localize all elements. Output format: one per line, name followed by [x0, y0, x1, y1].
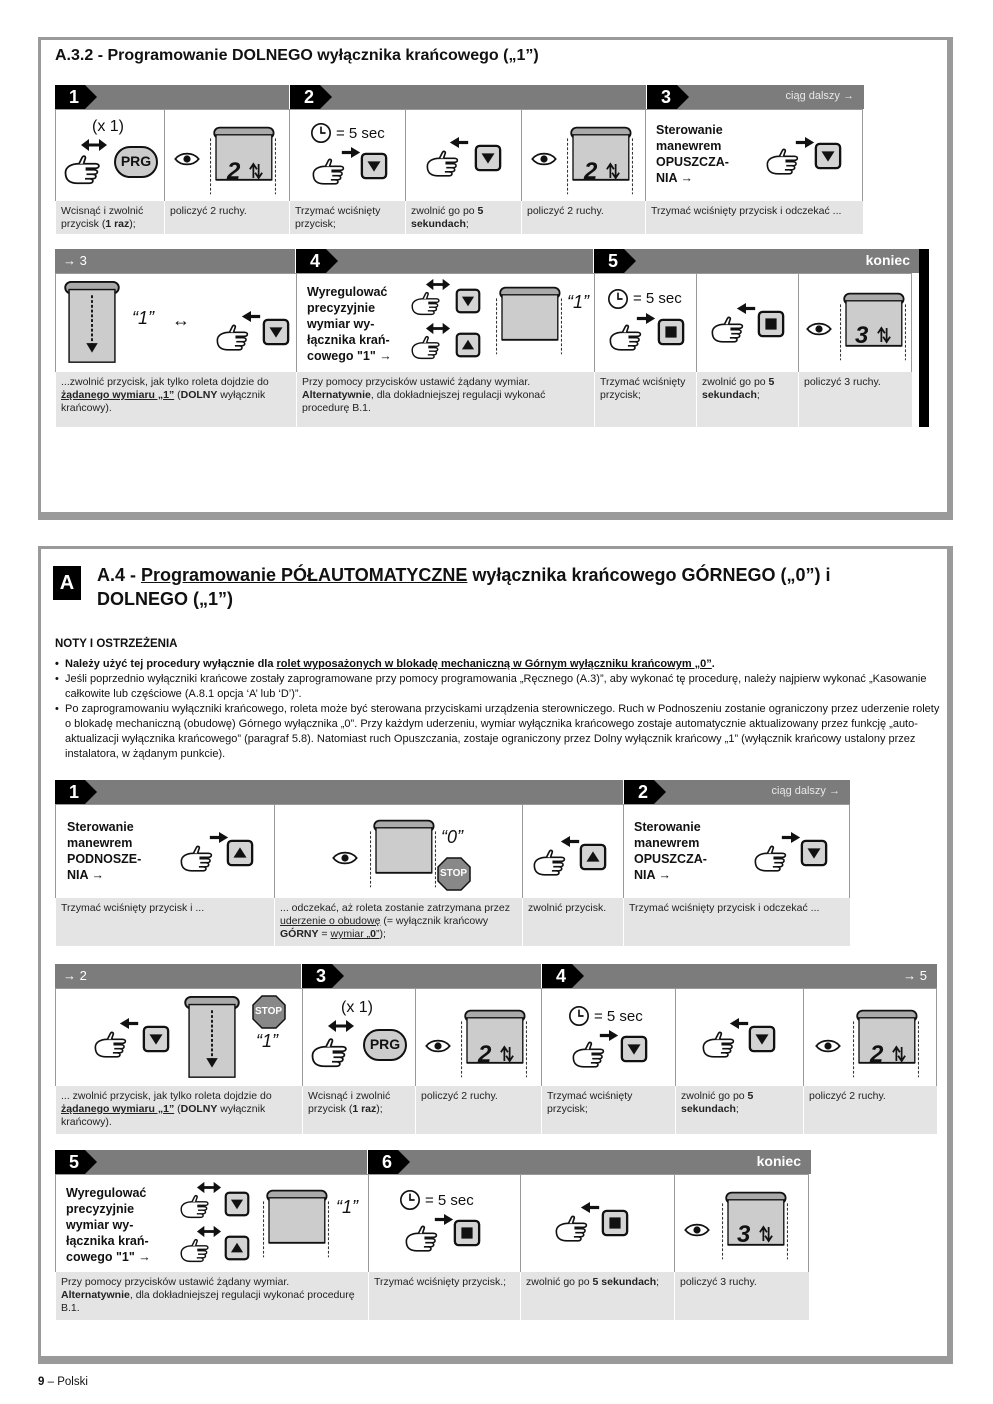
- a4-cell-release-up: [522, 804, 623, 898]
- a4-row1-captions: [55, 898, 850, 946]
- step-number: 3: [647, 85, 677, 109]
- a4-cell-stop-wait: [274, 804, 522, 898]
- hand-icon: [411, 288, 459, 318]
- step-number: 1: [55, 85, 85, 109]
- eye-icon: [331, 849, 359, 867]
- hand-icon: [426, 146, 480, 180]
- arrow-lr-icon: [327, 1019, 355, 1033]
- caption: Wcisnąć i zwolnić przycisk (1 raz);: [302, 1086, 415, 1134]
- section-a4-title: A.4 - Programowanie PÓŁAUTOMATYCZNE wyłącznika krańcowego GÓRNEGO („0”) i DOLNEGO („1”): [97, 565, 831, 609]
- seconds-label: = 5 sec: [336, 125, 385, 142]
- eye-icon: [530, 150, 558, 168]
- stop-sign-label: STOP: [255, 1006, 283, 1017]
- up-down-icon: [500, 1045, 514, 1063]
- shutter-icon: [367, 813, 439, 893]
- eye-icon: [814, 1037, 842, 1055]
- a4-cell-release-stop: [520, 1174, 674, 1272]
- a4-step3-header: [302, 964, 541, 988]
- a32-row1-strip: [55, 85, 864, 109]
- a4-cell-ctrl-up: [55, 804, 274, 898]
- caption: policzyć 2 ruchy.: [803, 1086, 937, 1134]
- stop-sign-label: STOP: [440, 868, 468, 879]
- caption: Trzymać wciśnięty przycisk i ...: [55, 898, 274, 946]
- step-number: 2: [290, 85, 320, 109]
- count-number: 3: [737, 1221, 751, 1248]
- a4-cell-count3: [674, 1174, 809, 1272]
- a32-step4-header: [296, 249, 593, 273]
- step-number: 4: [542, 964, 572, 988]
- count-number: 2: [870, 1041, 884, 1068]
- shutter-icon: [207, 124, 279, 196]
- a4-row3-cells: [55, 1174, 809, 1272]
- section-badge: A: [53, 566, 81, 600]
- seconds-label: = 5 sec: [633, 290, 682, 307]
- page-language: – Polski: [44, 1376, 88, 1388]
- control-up-label: Sterowanie manewrem PODNOSZE- NIA →: [67, 820, 142, 882]
- up-down-icon: [892, 1045, 906, 1063]
- a32-row2-captions: [55, 372, 912, 427]
- page-number: 9: [38, 1376, 45, 1388]
- from-step-label: → 2: [63, 968, 87, 983]
- caption: zwolnić go po 5 sekundach;: [405, 201, 521, 234]
- a4-step1-header: [55, 780, 623, 804]
- a4-step4-header: [542, 964, 937, 988]
- shutter-icon: [493, 280, 565, 360]
- caption: policzyć 2 ruchy.: [415, 1086, 541, 1134]
- hand-icon: [405, 1221, 459, 1255]
- up-down-icon: [249, 162, 263, 180]
- a4-row3-captions: [55, 1272, 809, 1320]
- press-count: (x 1): [92, 118, 124, 135]
- caption: zwolnić przycisk.: [522, 898, 623, 946]
- a4-cell-ctrl-down: [623, 804, 850, 898]
- a4-cell-prg: [302, 988, 415, 1086]
- a32-row1-captions: [55, 201, 863, 234]
- note-item: • Po zaprogramowaniu wyłączniki krańcowego, roleta może być sterowana przyciskami urządzenia sterowniczego. Ruch w Podnoszeniu zostanie ograniczony przez uderzenie rolety o blokadę mechaniczną (obudowę) Górnego wyłącznika „0”. Przy każdym uderzeniu, wymiar wyłącznika krańcowego zostaje automatycznie aktualizowany przez funkcję „auto-aktualizacji wyłącznika krańcowego” (paragraf 5.8). Natomiast ruch Opuszczania, zostaje ograniczony przez Dolny wyłącznik krańcowy „1” (wyłącznik krańcowy ustalony przez instalatora, w żądanym punkcie).: [55, 702, 940, 762]
- end-label: koniec: [756, 1153, 801, 1169]
- a32-cell-release1: [55, 273, 296, 372]
- a32-cell-count2: [164, 109, 289, 201]
- from-step-label: → 3: [63, 253, 87, 268]
- count-number: 2: [478, 1041, 492, 1068]
- page-footer: [38, 1376, 88, 1388]
- note-item: • Należy użyć tej procedury wyłącznie dla rolet wyposażonych w blokadę mechaniczną w Górnym wyłączniku krańcowym „0”.: [55, 657, 940, 672]
- caption: ... zwolnić przycisk, jak tylko roleta dojdzie do żądanego wymiaru „1” (DOLNY wyłącznik krańcowy).: [55, 1086, 302, 1134]
- adjust-label: Wyregulować precyzyjnie wymiar wy- łącznika krań- cowego "1" →: [307, 285, 392, 363]
- caption: Trzymać wciśnięty przycisk i odczekać ...: [623, 898, 850, 946]
- a32-row2-cells: [55, 273, 912, 372]
- up-button-icon: [226, 839, 254, 867]
- a4-row1-cells: [55, 804, 850, 898]
- caption: zwolnić go po 5 sekundach;: [696, 372, 798, 427]
- caption: zwolnić go po 5 sekundach;: [520, 1272, 674, 1320]
- arrow-lr-icon: ↔: [172, 310, 190, 330]
- adjust-label: Wyregulować precyzyjnie wymiar wy- łącznika krań- cowego "1" →: [66, 1186, 151, 1264]
- a32-cell-ctrl-down: [645, 109, 863, 201]
- hand-icon: [766, 144, 820, 178]
- up-down-icon: [877, 326, 891, 344]
- a32-step3-header: [647, 85, 864, 109]
- a4-arrow2-header: [55, 964, 301, 988]
- caption: zwolnić go po 5 sekundach;: [675, 1086, 803, 1134]
- shutter-icon: [564, 124, 636, 196]
- down-button-icon: [224, 1191, 250, 1217]
- a32-cell-hold: [289, 109, 405, 201]
- to-step-label: → 5: [903, 968, 927, 983]
- stop-button-icon: [757, 310, 785, 338]
- shutter-icon: [837, 290, 909, 362]
- stop-button-icon: [657, 318, 685, 346]
- control-down-label: Sterowanie manewrem OPUSZCZA- NIA →: [656, 123, 729, 185]
- a4-row2-cells: [55, 988, 937, 1086]
- up-button-icon: [224, 1235, 250, 1261]
- section-a32-title: A.3.2 - Programowanie DOLNEGO wyłącznika krańcowego („1”): [55, 47, 539, 64]
- a4-cell-count2b: [803, 988, 937, 1086]
- caption: Przy pomocy przycisków ustawić żądany wymiar. Alternatywnie, dla dokładniejszej regulacji wykonać procedurę B.1.: [55, 1272, 368, 1320]
- caption: Trzymać wciśnięty przycisk;: [541, 1086, 675, 1134]
- caption: Trzymać wciśnięty przycisk.;: [368, 1272, 520, 1320]
- down-button-icon: [474, 144, 502, 172]
- a32-step5-header: [594, 249, 920, 273]
- clock-icon: [607, 288, 629, 310]
- a32-step2-header: [290, 85, 646, 109]
- down-button-icon: [620, 1035, 648, 1063]
- a32-cell-release-stop: [696, 273, 798, 372]
- hand-icon: [609, 320, 663, 354]
- shutter-lowering-icon: [62, 280, 122, 366]
- stop-button-icon: [453, 1219, 481, 1247]
- caption: Trzymać wciśnięty przycisk;: [594, 372, 696, 427]
- clock-icon: [568, 1005, 590, 1027]
- a4-cell-release1: [55, 988, 302, 1086]
- continue-label: ciąg dalszy →: [785, 90, 854, 102]
- a4-row3-strip: [55, 1150, 811, 1174]
- down-button-icon: [748, 1025, 776, 1053]
- a4-cell-adjust: [55, 1174, 368, 1272]
- eye-icon: [173, 150, 201, 168]
- caption: policzyć 3 ruchy.: [674, 1272, 809, 1320]
- a4-cell-count2: [415, 988, 541, 1086]
- clock-icon: [310, 122, 332, 144]
- hand-icon: [572, 1037, 626, 1071]
- limit-label: “1”: [132, 308, 154, 328]
- hand-icon: [94, 1027, 148, 1061]
- limit-label: “1”: [567, 292, 589, 312]
- a32-step1-header: [55, 85, 289, 109]
- a4-step5-header: [55, 1150, 367, 1174]
- up-down-icon: [606, 162, 620, 180]
- a32-cell-hold-stop: [594, 273, 696, 372]
- step-number: 1: [55, 780, 85, 804]
- a32-cell-prg: [55, 109, 164, 201]
- eye-icon: [424, 1037, 452, 1055]
- a4-cell-hold-stop: [368, 1174, 520, 1272]
- step-number: 3: [302, 964, 332, 988]
- step-number: 6: [368, 1150, 398, 1174]
- a32-row2-strip: [55, 249, 920, 273]
- up-button-icon: [455, 332, 481, 358]
- shutter-icon: [458, 1007, 530, 1079]
- caption: Trzymać wciśnięty przycisk;: [289, 201, 405, 234]
- limit-label: “1”: [336, 1197, 358, 1217]
- eye-icon: [683, 1221, 711, 1239]
- hand-icon: [411, 332, 459, 362]
- caption: ...zwolnić przycisk, jak tylko roleta dojdzie do żądanego wymiaru „1” (DOLNY wyłącznik krańcowy).: [55, 372, 296, 427]
- seconds-label: = 5 sec: [425, 1192, 474, 1209]
- count-number: 2: [584, 158, 598, 185]
- caption: policzyć 3 ruchy.: [798, 372, 912, 427]
- a4-cell-hold: [541, 988, 675, 1086]
- step-number: 2: [624, 780, 654, 804]
- step-number: 5: [55, 1150, 85, 1174]
- caption: Przy pomocy przycisków ustawić żądany wymiar. Alternatywnie, dla dokładniejszej regulacji wykonać procedurę B.1.: [296, 372, 594, 427]
- note-item: • Jeśli poprzednio wyłączniki krańcowe zostały zaprogramowane przy pomocy programowania „Ręcznego (A.3)”, aby wykonać tę procedurę, należy najpierw wykonać „Kasowanie całkowite lub częściowe (A.8.1 opcja ‘A’ lub ‘D’)”.: [55, 672, 940, 702]
- shutter-icon: [850, 1007, 922, 1079]
- caption: Wcisnąć i zwolnić przycisk (1 raz);: [55, 201, 164, 234]
- up-button-icon: [579, 843, 607, 871]
- up-down-icon: [759, 1225, 773, 1243]
- caption: Trzymać wciśnięty przycisk i odczekać ...: [645, 201, 863, 234]
- a32-cell-count3: [798, 273, 912, 372]
- count-number: 3: [855, 322, 869, 349]
- hand-icon: [311, 1033, 371, 1071]
- press-count: (x 1): [341, 999, 373, 1016]
- a4-row2-captions: [55, 1086, 937, 1134]
- a4-step6-header: [368, 1150, 811, 1174]
- eye-icon: [805, 320, 833, 338]
- prg-button-icon: PRG: [114, 146, 158, 178]
- clock-icon: [399, 1189, 421, 1211]
- down-button-icon: [360, 152, 388, 180]
- hand-icon: [312, 154, 366, 188]
- down-button-icon: [262, 318, 290, 346]
- shutter-icon: [719, 1189, 791, 1261]
- shutter-icon: [260, 1183, 332, 1263]
- hand-icon: [180, 1191, 228, 1221]
- prg-button-icon: PRG: [363, 1029, 407, 1061]
- a32-row1-cells: [55, 109, 863, 201]
- side-bar: [919, 249, 929, 427]
- control-down-label: Sterowanie manewrem OPUSZCZA- NIA →: [634, 820, 707, 882]
- down-button-icon: [142, 1025, 170, 1053]
- hand-icon: [180, 1235, 228, 1265]
- notes-heading: NOTY I OSTRZEŻENIA: [55, 638, 178, 650]
- limit-label: “1”: [256, 1031, 278, 1051]
- a4-row2-strip: [55, 964, 937, 988]
- a32-arrow3-header: [55, 249, 295, 273]
- caption: ... odczekać, aż roleta zostanie zatrzymana przez uderzenie o obudowę (= wyłącznik krańcowy GÓRNY = wymiar „0”);: [274, 898, 522, 946]
- caption: policzyć 2 ruchy.: [164, 201, 289, 234]
- seconds-label: = 5 sec: [594, 1008, 643, 1025]
- count-number: 2: [227, 158, 241, 185]
- stop-button-icon: [601, 1209, 629, 1237]
- step-number: 4: [296, 249, 326, 273]
- a4-cell-release: [675, 988, 803, 1086]
- a32-cell-adjust: [296, 273, 594, 372]
- caption: policzyć 2 ruchy.: [521, 201, 645, 234]
- continue-label: ciąg dalszy →: [771, 785, 840, 797]
- down-button-icon: [455, 288, 481, 314]
- end-label: koniec: [865, 252, 910, 268]
- a4-row1-strip: [55, 780, 850, 804]
- down-button-icon: [800, 839, 828, 867]
- down-button-icon: [814, 142, 842, 170]
- shutter-lowering-icon: [182, 995, 242, 1081]
- a32-cell-release: [405, 109, 521, 201]
- a32-cell-count2b: [521, 109, 645, 201]
- step-number: 5: [594, 249, 624, 273]
- a4-step2-header: [624, 780, 850, 804]
- limit-label: “0”: [441, 827, 463, 847]
